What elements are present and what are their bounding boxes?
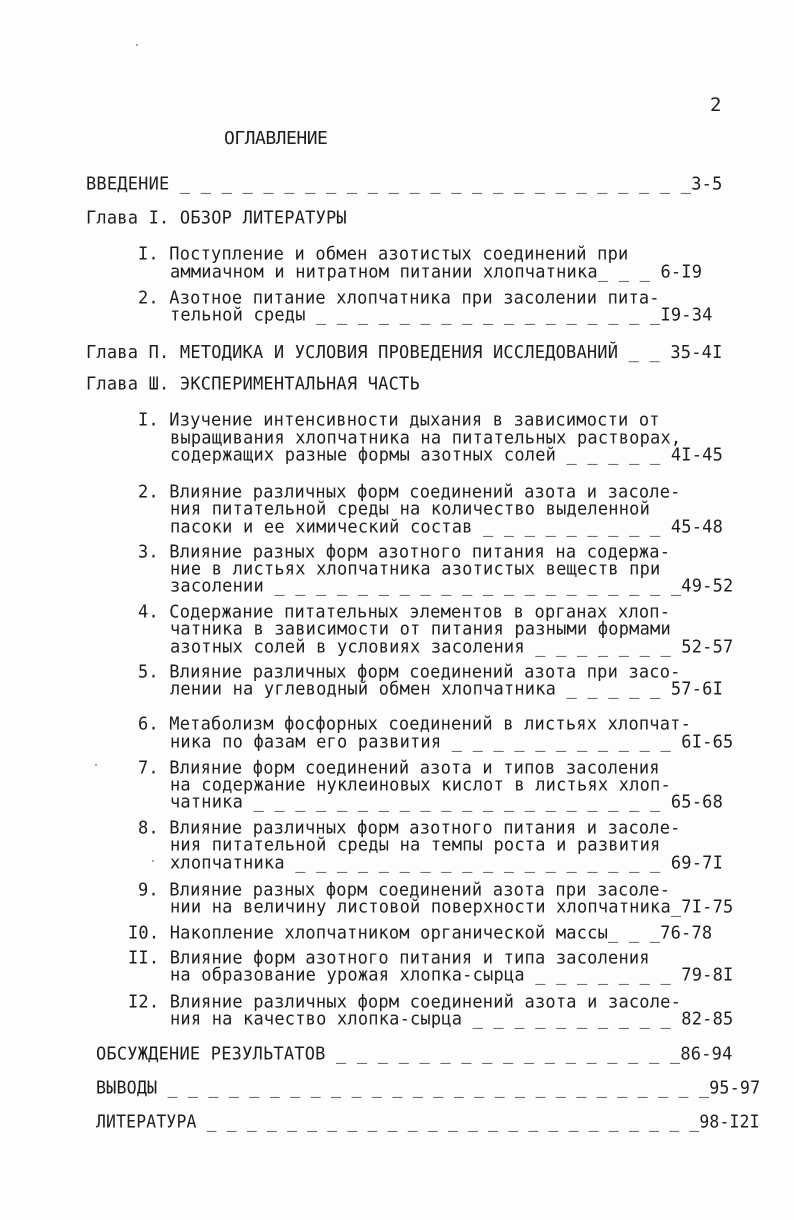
toc-line: на содержание нуклеиновых кислот в листьях хлоп-: [170, 775, 671, 796]
toc-entry-introduction: ВВЕДЕНИЕ _ _ _ _ _ _ _ _ _ _ _ _ _ _ _ _ _ _ _ _ _ _ _ _ _3-5: [86, 174, 723, 195]
toc-line: ника по фазам его развития _ _ _ _ _ _ _ _ _ _ _ 6I-65: [170, 732, 734, 753]
toc-line: азотных солей в условиях засоления _ _ _ _ _ _ _ 52-57: [170, 637, 734, 658]
toc-line: ния на качество хлопка-сырца _ _ _ _ _ _ _ _ _ _ 82-85: [170, 1009, 734, 1030]
toc-line: нии на величину листовой поверхности хлопчатника_7I-75: [170, 897, 734, 918]
toc-line: ния питательной среды на темпы роста и развития: [170, 835, 661, 856]
toc-line: 3. Влияние разных форм азотного питания на содержа-: [138, 542, 671, 563]
toc-line: аммиачном и нитратном питании хлопчатника_ _ _ 6-I9: [170, 262, 703, 283]
toc-entry-conclusions: ВЫВОДЫ _ _ _ _ _ _ _ _ _ _ _ _ _ _ _ _ _ _ _ _ _ _ _ _ _ _ _95-97: [96, 1078, 761, 1099]
toc-line: содержащих разные формы азотных солей _ _ _ _ _ 4I-45: [170, 445, 724, 466]
toc-line: чатника в зависимости от питания разными формами: [170, 619, 671, 640]
toc-line: на образование урожая хлопка-сырца _ _ _ _ _ _ _ 79-8I: [170, 965, 734, 986]
toc-line: 2. Азотное питание хлопчатника при засолении пита-: [138, 288, 660, 309]
toc-line: I. Изучение интенсивности дыхания в зависимости от: [138, 410, 660, 431]
page-number: 2: [710, 94, 722, 116]
toc-line: 7. Влияние форм соединений азота и типов засоления: [138, 758, 660, 779]
toc-line: I2. Влияние различных форм соединений азота и засоле-: [128, 992, 682, 1013]
toc-entry-discussion: ОБСУЖДЕНИЕ РЕЗУЛЬТАТОВ _ _ _ _ _ _ _ _ _ _ _ _ _ _ _ _ _86-94: [96, 1044, 733, 1065]
toc-line: II. Влияние форм азотного питания и типа засоления: [128, 948, 650, 969]
toc-line: 2. Влияние различных форм соединений азота и засоле-: [138, 482, 681, 503]
toc-line: ния питательной среды на количество выделенной: [170, 499, 651, 520]
toc-chapter-2: Глава П. МЕТОДИКА И УСЛОВИЯ ПРОВЕДЕНИЯ ИССЛЕДОВАНИЙ _ _ 35-4I: [86, 342, 723, 363]
toc-line: 9. Влияние разных форм соединений азота при засоле-: [138, 880, 671, 901]
toc-line: ние в листьях хлопчатника азотистых веществ при: [170, 559, 661, 580]
toc-entry-literature: ЛИТЕРАТУРА _ _ _ _ _ _ _ _ _ _ _ _ _ _ _ _ _ _ _ _ _ _ _ _ _98-I2I: [96, 1112, 760, 1133]
toc-line: лении на углеводный обмен хлопчатника _ _ _ _ _ 57-6I: [170, 679, 724, 700]
speck: [152, 860, 154, 862]
toc-line: тельной среды _ _ _ _ _ _ _ _ _ _ _ _ _ _ _ _ _I9-34: [170, 305, 713, 326]
toc-line: пасоки и ее химический состав _ _ _ _ _ _ _ _ _ 45-48: [170, 517, 724, 538]
toc-line: хлопчатника _ _ _ _ _ _ _ _ _ _ _ _ _ _ _ _ _ _ 69-7I: [170, 853, 724, 874]
toc-line: I. Поступление и обмен азотистых соединений при: [138, 244, 629, 265]
toc-chapter-3: Глава Ш. ЭКСПЕРИМЕНТАЛЬНАЯ ЧАСТЬ: [86, 374, 420, 395]
toc-chapter-1: Глава I. ОБЗОР ЛИТЕРАТУРЫ: [86, 208, 347, 229]
speck: [95, 764, 97, 766]
toc-line: 5. Влияние различных форм соединений азота при засо-: [138, 662, 681, 683]
toc-line: 8. Влияние различных форм азотного питания и засоле-: [138, 818, 681, 839]
toc-line: выращивания хлопчатника на питательных растворах,: [170, 428, 682, 449]
toc-line: засолении _ _ _ _ _ _ _ _ _ _ _ _ _ _ _ _ _ _ _ _49-52: [170, 576, 734, 597]
toc-line: чатника _ _ _ _ _ _ _ _ _ _ _ _ _ _ _ _ _ _ _ _ 65-68: [170, 792, 724, 813]
toc-line: 4. Содержание питательных элементов в органах хлоп-: [138, 602, 671, 623]
page-title: ОГЛАВЛЕНИЕ: [224, 128, 328, 149]
toc-line: I0. Накопление хлопчатником органической массы_ _ _76-78: [128, 923, 713, 944]
toc-line: 6. Метаболизм фосфорных соединений в листьях хлопчат-: [138, 714, 692, 735]
speck: [136, 44, 138, 46]
